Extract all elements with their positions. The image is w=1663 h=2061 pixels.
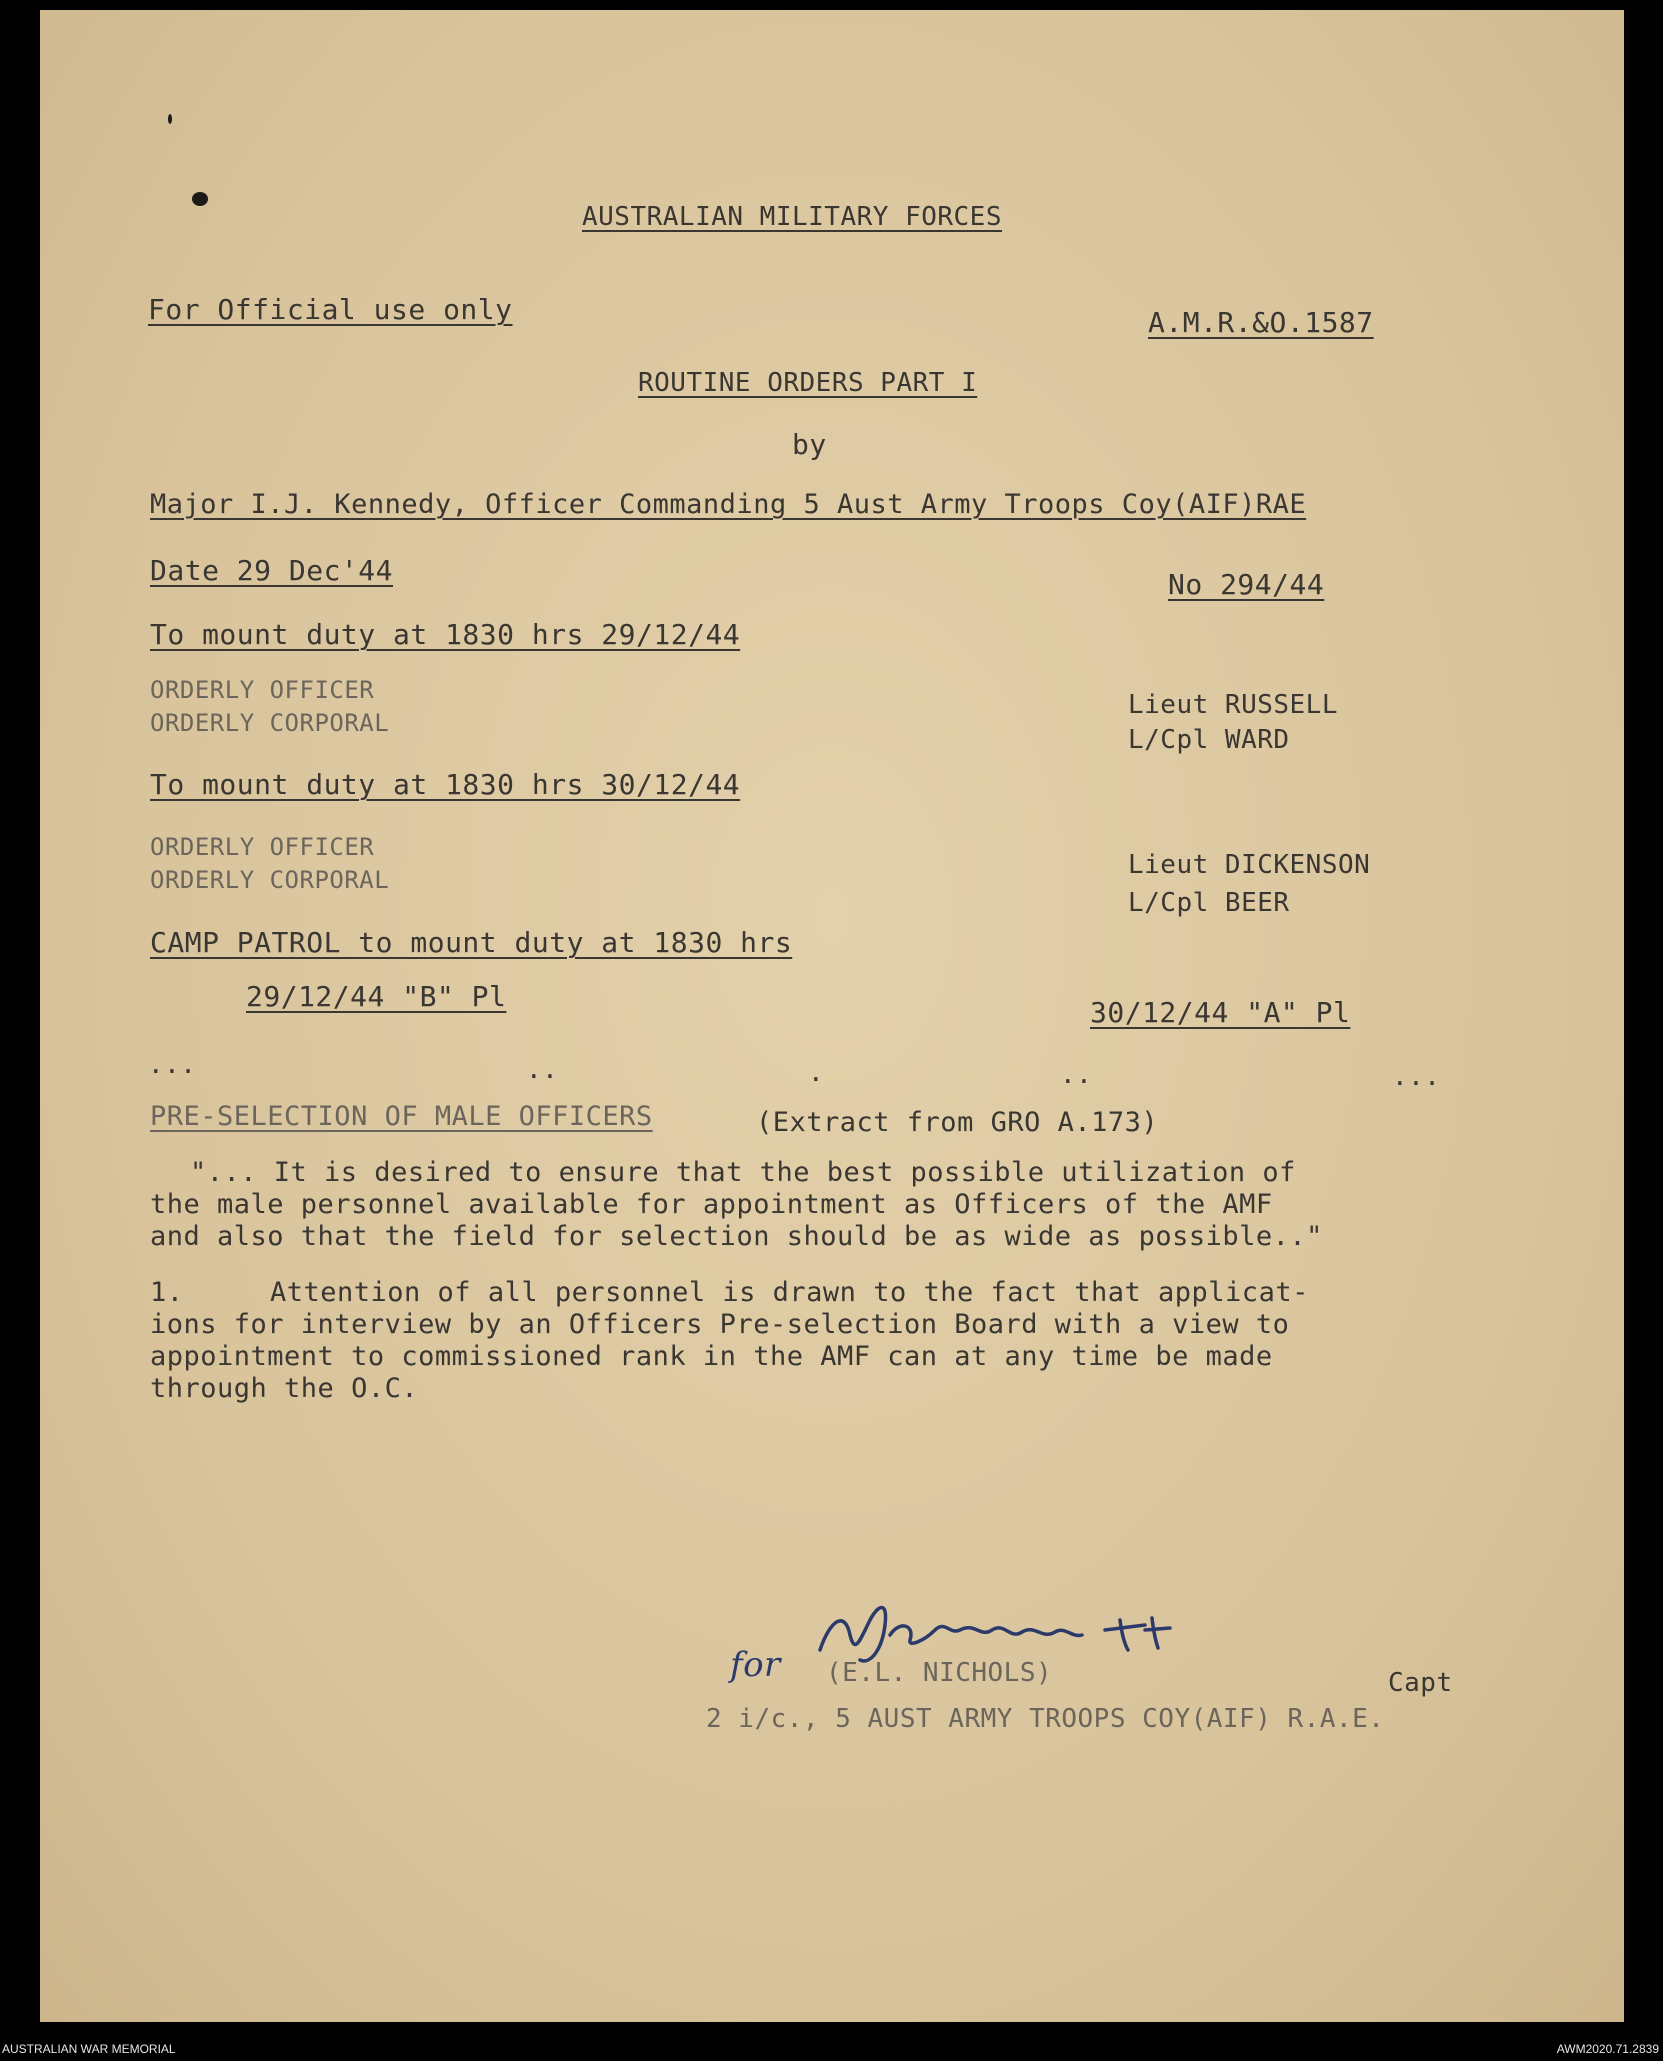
duty-name-2a: Lieut DICKENSON	[1128, 850, 1371, 880]
preselection-heading: PRE-SELECTION OF MALE OFFICERS	[150, 1101, 653, 1132]
quote-line-1: "... It is desired to ensure that the best possible utilization of	[190, 1157, 1296, 1188]
duty-role-2a: ORDERLY OFFICER	[150, 833, 375, 861]
separator-dots-2: ..	[526, 1055, 559, 1085]
document-page	[40, 10, 1624, 2022]
order-date: Date 29 Dec'44	[150, 554, 394, 587]
classification-label: For Official use only	[148, 293, 513, 326]
camp-patrol-heading: CAMP PATROL to mount duty at 1830 hrs	[150, 926, 793, 959]
camp-patrol-left: 29/12/44 "B" Pl	[246, 980, 507, 1013]
paper-speck	[168, 114, 172, 124]
reference-number: A.M.R.&O.1587	[1148, 306, 1374, 339]
separator-dots-4: ..	[1060, 1060, 1093, 1090]
duty-name-2b: L/Cpl BEER	[1128, 888, 1290, 918]
duty-name-1b: L/Cpl WARD	[1128, 725, 1290, 755]
signature-for: for	[730, 1645, 781, 1685]
duty-role-2b: ORDERLY CORPORAL	[150, 866, 390, 894]
paragraph-number: 1.	[150, 1277, 184, 1308]
quote-line-2: the male personnel available for appointment as Officers of the AMF	[150, 1189, 1273, 1220]
duty-name-1a: Lieut RUSSELL	[1128, 690, 1338, 720]
paragraph-line-2: ions for interview by an Officers Pre-selection Board with a view to	[150, 1309, 1290, 1340]
duty-role-1a: ORDERLY OFFICER	[150, 676, 375, 704]
archive-footer	[0, 2022, 1663, 2061]
signatory-name: (E.L. NICHOLS)	[826, 1658, 1053, 1688]
separator-dots-3: .	[808, 1058, 825, 1088]
separator-dots-5: ...	[1392, 1062, 1441, 1092]
by-label: by	[792, 428, 827, 461]
paragraph-line-4: through the O.C.	[150, 1373, 419, 1404]
preselection-extract: (Extract from GRO A.173)	[756, 1107, 1159, 1138]
quote-line-3: and also that the field for selection should be as wide as possible.."	[150, 1221, 1323, 1252]
camp-patrol-right: 30/12/44 "A" Pl	[1090, 996, 1351, 1029]
paragraph-line-3: appointment to commissioned rank in the AMF can at any time be made	[150, 1341, 1273, 1372]
order-number: No 294/44	[1168, 568, 1325, 601]
signatory-unit: 2 i/c., 5 AUST ARMY TROOPS COY(AIF) R.A.E.	[706, 1704, 1385, 1734]
duty-role-1b: ORDERLY CORPORAL	[150, 709, 390, 737]
paragraph-line-1: Attention of all personnel is drawn to the fact that applicat-	[270, 1277, 1309, 1308]
footer-institution: AUSTRALIAN WAR MEMORIAL	[2, 2042, 176, 2056]
separator-dots-1: ...	[148, 1050, 197, 1080]
duty-heading-1: To mount duty at 1830 hrs 29/12/44	[150, 618, 741, 651]
issuer-line: Major I.J. Kennedy, Officer Commanding 5 Aust Army Troops Coy(AIF)RAE	[150, 489, 1307, 520]
signatory-rank: Capt	[1388, 1668, 1453, 1698]
duty-heading-2: To mount duty at 1830 hrs 30/12/44	[150, 768, 741, 801]
footer-accession: AWM2020.71.2839	[1556, 2042, 1659, 2056]
punch-hole-mark	[192, 192, 208, 206]
document-subtitle: ROUTINE ORDERS PART I	[638, 368, 978, 398]
document-title: AUSTRALIAN MILITARY FORCES	[582, 202, 1002, 232]
